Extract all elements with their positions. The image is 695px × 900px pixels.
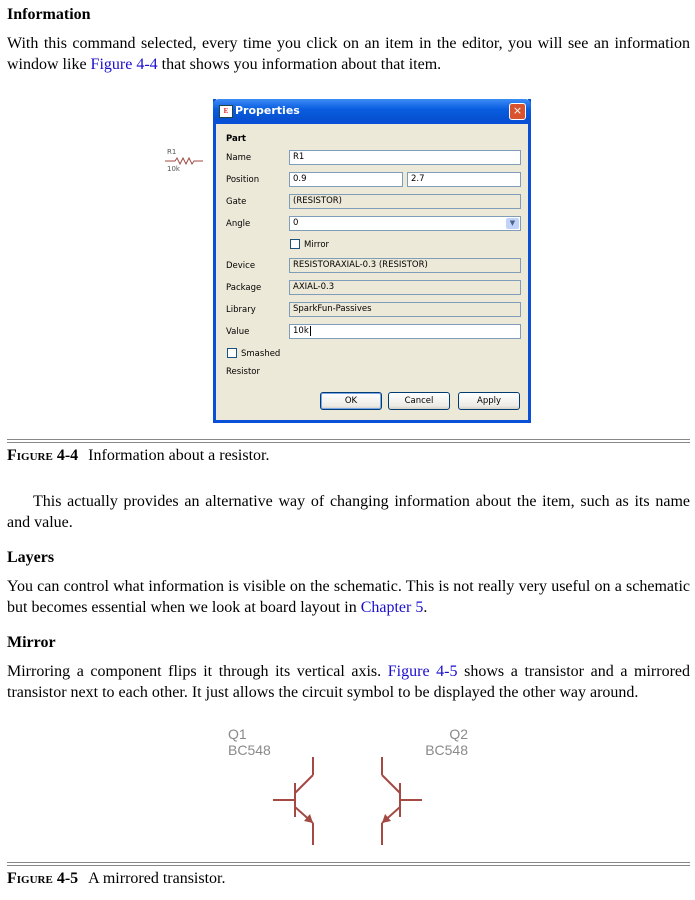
dialog-titlebar[interactable] (213, 99, 531, 124)
q2-ref: Q2 (449, 726, 468, 742)
properties-dialog (213, 99, 531, 423)
name-label: Name (226, 153, 252, 163)
figure-label: Figure 4-4 (7, 447, 79, 464)
resistor-symbol (165, 148, 205, 178)
gate-label: Gate (226, 197, 247, 207)
position-x-field[interactable]: 0.9 (289, 172, 403, 187)
text-cursor (310, 326, 311, 336)
transistor-q1-icon (273, 757, 313, 845)
device-label: Device (226, 261, 256, 271)
mirror-label: Mirror (304, 240, 330, 250)
name-field[interactable]: R1 (289, 150, 521, 165)
device-field: RESISTORAXIAL-0.3 (RESISTOR) (289, 258, 521, 273)
figure-4-4-link[interactable]: Figure 4-4 (90, 56, 158, 73)
paragraph-text: shows a transistor and a mirrored transistor next to each other. It just allows the circuit symbol to be displayed the other way around. (7, 663, 691, 701)
layers-paragraph (7, 576, 690, 618)
value-field[interactable] (289, 324, 521, 339)
q2-value: BC548 (425, 742, 468, 758)
transistor-figure (260, 755, 440, 850)
resistor-label: Resistor (226, 367, 260, 377)
package-label: Package (226, 283, 262, 293)
paragraph-text: With this command selected, every time you click on an item in the editor, you will see an information window like (7, 35, 690, 73)
transistor-q2-icon (382, 757, 422, 845)
value-label: Value (226, 327, 250, 337)
mirror-checkbox[interactable] (290, 239, 300, 249)
dialog-title: Properties (235, 104, 300, 117)
section-heading-information: Information (7, 6, 91, 23)
position-label: Position (226, 175, 260, 185)
cancel-button[interactable]: Cancel (388, 392, 450, 410)
section-heading-layers: Layers (7, 549, 55, 566)
section-heading-mirror: Mirror (7, 634, 56, 651)
close-button[interactable]: × (509, 103, 526, 120)
package-field: AXIAL-0.3 (289, 280, 521, 295)
gate-field: (RESISTOR) (289, 194, 521, 209)
ok-button[interactable]: OK (320, 392, 382, 410)
chevron-down-icon[interactable]: ▼ (506, 218, 519, 229)
part-section-label: Part (226, 134, 246, 144)
figure-4-4-caption (7, 447, 269, 465)
alternative-paragraph: This actually provides an alternative way of changing information about the item, such as its name and value. (7, 493, 690, 531)
figure-label: Figure 4-5 (7, 870, 79, 887)
figure-rule (7, 439, 690, 443)
angle-label: Angle (226, 219, 251, 229)
mirror-paragraph (7, 661, 690, 703)
information-paragraph (7, 33, 690, 75)
app-icon: E (219, 105, 233, 118)
caption-text: Information about a resistor. (88, 447, 270, 464)
q1-labels (228, 726, 271, 758)
figure-4-5-caption (7, 870, 225, 888)
value-text: 10k (293, 326, 309, 336)
angle-value: 0 (293, 218, 299, 228)
figure-rule (7, 862, 690, 866)
smashed-label: Smashed (241, 349, 281, 359)
smashed-checkbox[interactable] (227, 348, 237, 358)
apply-button[interactable]: Apply (458, 392, 520, 410)
resistor-value-label: 10k (167, 165, 180, 173)
paragraph-text: . (423, 599, 428, 616)
figure-4-5-link[interactable]: Figure 4-5 (387, 663, 458, 680)
q1-ref: Q1 (228, 726, 247, 742)
library-field: SparkFun-Passives (289, 302, 521, 317)
caption-text: A mirrored transistor. (88, 870, 226, 887)
paragraph-text: Mirroring a component flips it through its vertical axis. (7, 663, 388, 680)
angle-select[interactable] (289, 216, 521, 231)
q2-labels (424, 726, 468, 758)
paragraph-text: You can control what information is visible on the schematic. This is not really very useful on a schematic but becomes essential when we look at board layout in (7, 578, 690, 616)
q1-value: BC548 (228, 742, 271, 758)
library-label: Library (226, 305, 256, 315)
position-y-field[interactable]: 2.7 (407, 172, 521, 187)
paragraph-text: that shows you information about that item. (157, 56, 442, 73)
resistor-ref-label: R1 (167, 148, 177, 156)
chapter-5-link[interactable]: Chapter 5 (360, 599, 424, 616)
